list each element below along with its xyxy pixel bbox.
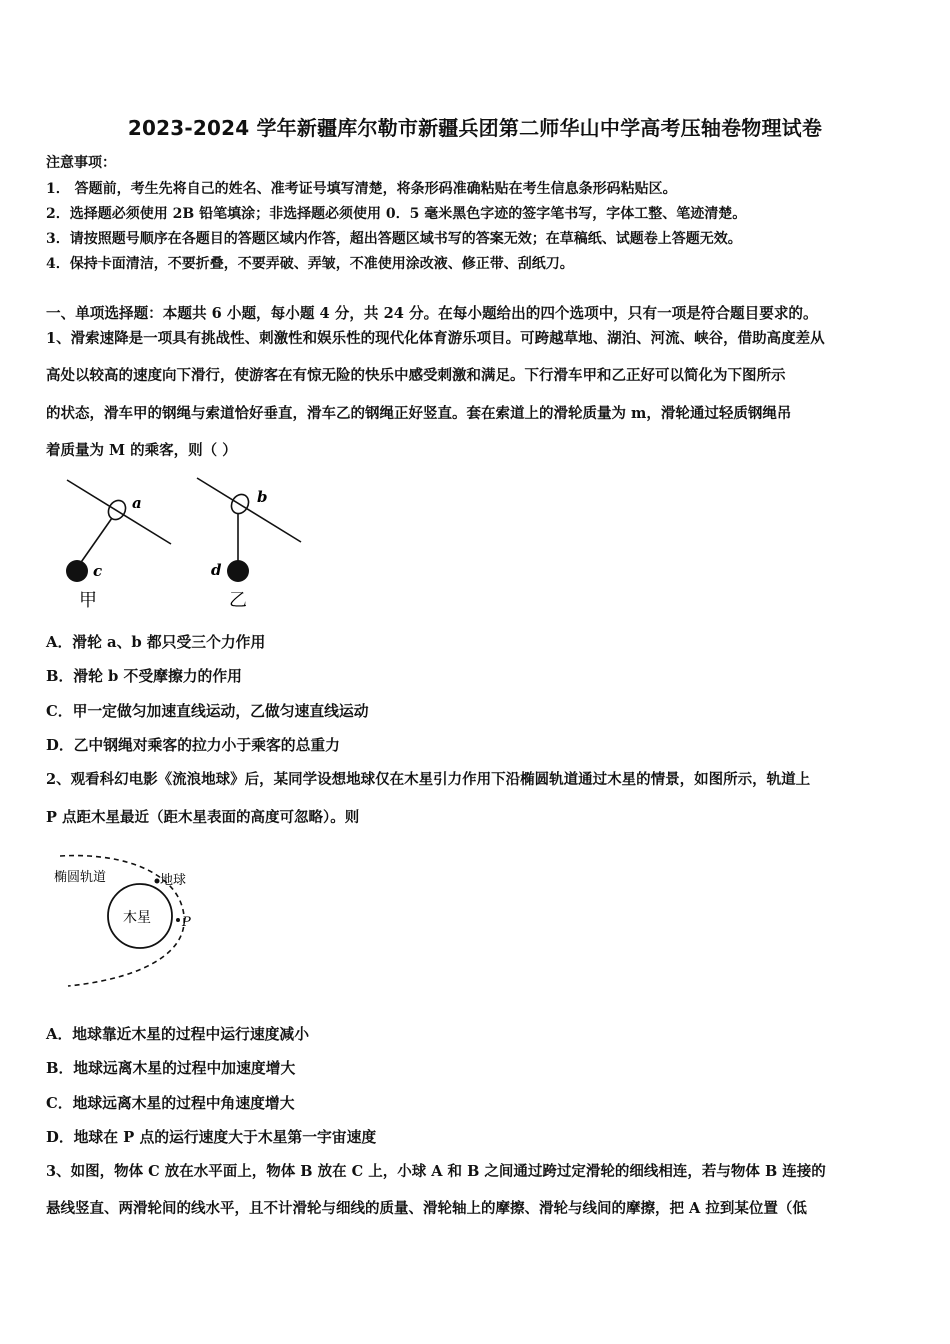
cable-right: [197, 478, 301, 542]
caption-yi: 乙: [229, 590, 247, 611]
notice-item: 4．保持卡面清洁，不要折叠，不要弄破、弄皱，不准使用涂改液、修正带、刮纸刀。: [46, 256, 574, 272]
label-c: c: [93, 562, 103, 580]
point-p-label: P: [182, 915, 191, 930]
option-b: B．地球远离木星的过程中加速度增大: [46, 1060, 296, 1077]
option-b: B．滑轮 b 不受摩擦力的作用: [46, 668, 242, 685]
label-d: d: [211, 561, 222, 579]
option-c: C．地球远离木星的过程中角速度增大: [46, 1095, 295, 1112]
caption-jia: 甲: [79, 590, 97, 611]
earth-label: 地球: [160, 873, 187, 888]
notice-item: 2．选择题必须使用 2B 铅笔填涂；非选择题必须使用 0．5 毫米黑色字迹的签字笔书写，字体工整、笔迹清楚。: [46, 206, 747, 222]
option-c: C．甲一定做匀加速直线运动，乙做匀速直线运动: [46, 703, 369, 720]
question-text-line: 悬线竖直、两滑轮间的线水平，且不计滑轮与细线的质量、滑轮轴上的摩擦、滑轮与线间的摩擦，把 A 拉到某位置（低: [46, 1200, 807, 1217]
question-text-line: 着质量为 M 的乘客，则（ ）: [46, 442, 237, 459]
notice-item: 3．请按照题号顺序在各题目的答题区域内作答，超出答题区域书写的答案无效；在草稿纸、试题卷上答题无效。: [46, 231, 742, 247]
question-text-line: 的状态，滑车甲的钢绳与索道恰好垂直，滑车乙的钢绳正好竖直。套在索道上的滑轮质量为 m，滑轮通过轻质钢绳吊: [46, 405, 792, 422]
option-d: D．乙中钢绳对乘客的拉力小于乘客的总重力: [46, 737, 340, 754]
jupiter-label: 木星: [123, 910, 151, 926]
section-heading: 一、单项选择题：本题共 6 小题，每小题 4 分，共 24 分。在每小题给出的四个选项中，只有一项是符合题目要求的。: [46, 305, 818, 322]
label-b: b: [257, 488, 268, 506]
question-text-line: 2、观看科幻电影《流浪地球》后，某同学设想地球仅在木星引力作用下沿椭圆轨道通过木星的情景，如图所示，轨道上: [46, 771, 811, 788]
earth-dot: [155, 879, 160, 884]
question-text-line: 高处以较高的速度向下滑行，使游客在有惊无险的快乐中感受刺激和满足。下行滑车甲和乙正好可以简化为下图所示: [46, 367, 786, 384]
passenger-c: [66, 560, 88, 582]
label-a: a: [132, 494, 142, 512]
notice-heading: 注意事项：: [46, 155, 116, 171]
option-a: A．滑轮 a、b 都只受三个力作用: [46, 634, 266, 651]
question-text-line: P 点距木星最近（距木星表面的高度可忽略）。则: [46, 809, 360, 826]
orbit-figure: [50, 848, 210, 993]
exam-title: 2023-2024 学年新疆库尔勒市新疆兵团第二师华山中学高考压轴卷物理试卷: [127, 116, 823, 140]
rope-left: [77, 518, 112, 568]
option-d: D．地球在 P 点的运行速度大于木星第一宇宙速度: [46, 1129, 377, 1146]
question-text-line: 3、如图，物体 C 放在水平面上，物体 B 放在 C 上，小球 A 和 B 之间通过跨过定滑轮的细线相连，若与物体 B 连接的: [46, 1163, 826, 1180]
question-text-line: 1、滑索速降是一项具有挑战性、刺激性和娱乐性的现代化体育游乐项目。可跨越草地、湖泊、河流、峡谷，借助高度差从: [46, 330, 825, 347]
pulley-figure: [55, 470, 315, 615]
passenger-d: [227, 560, 249, 582]
notice-item: 1． 答题前，考生先将自己的姓名、准考证号填写清楚，将条形码准确粘贴在考生信息条形码粘贴区。: [46, 181, 677, 197]
option-a: A．地球靠近木星的过程中运行速度减小: [46, 1026, 310, 1043]
cable-left: [67, 480, 171, 544]
orbit-label: 椭圆轨道: [54, 870, 107, 885]
point-p-dot: [176, 918, 180, 922]
